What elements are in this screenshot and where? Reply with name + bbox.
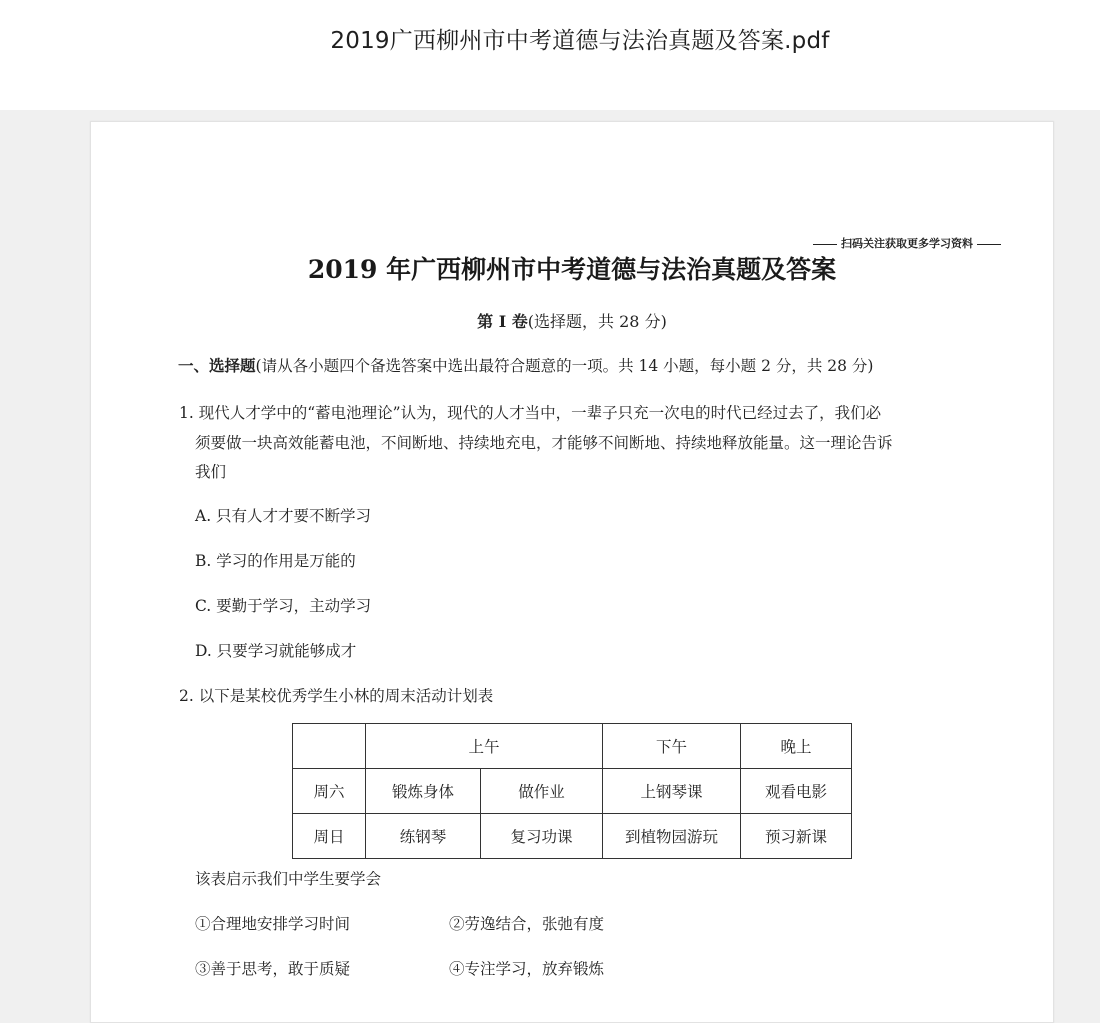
document-title: 2019 年广西柳州市中考道德与法治真题及答案 [307, 255, 837, 284]
table-cell: 复习功课 [481, 814, 603, 859]
table-cell: 锻炼身体 [366, 769, 481, 814]
volume-note: (选择题，共 28 分) [527, 312, 667, 331]
table-header-cell: 上午 [366, 724, 603, 769]
table-row [293, 814, 852, 859]
scan-note-text: 扫码关注获取更多学习资料 [841, 237, 973, 250]
q1-option-d: D. 只要学习就能够成才 [195, 642, 357, 660]
section-heading [178, 354, 873, 376]
table-cell: 预习新课 [741, 814, 852, 859]
table-cell: 上钢琴课 [603, 769, 741, 814]
table-header-cell [293, 724, 366, 769]
table-row [293, 769, 852, 814]
table-header-row [293, 724, 852, 769]
section-note: (请从各小题四个备选答案中选出最符合题意的一项。共 14 小题，每小题 2 分，共 28 分) [255, 357, 874, 375]
table-cell: 周六 [293, 769, 366, 814]
dash-right [977, 244, 1001, 245]
q2-item-2: ②劳逸结合，张弛有度 [449, 915, 605, 933]
volume-label: 第 I 卷 [477, 312, 528, 331]
viewer-header [0, 0, 1100, 110]
scan-note [809, 235, 1005, 251]
q2-item-1: ①合理地安排学习时间 [195, 915, 351, 933]
q1-line-2: 须要做一块高效能蓄电池，不间断地、持续地充电，才能够不间断地、持续地释放能量。这一理论告诉 [195, 434, 893, 452]
q2-item-4: ④专注学习，放弃锻炼 [449, 960, 605, 978]
dash-left [813, 244, 837, 245]
volume-heading [91, 309, 1053, 332]
q1-line-3: 我们 [195, 463, 227, 481]
q1-option-a: A. 只有人才才要不断学习 [195, 507, 372, 525]
q1-option-b: B. 学习的作用是万能的 [195, 552, 356, 570]
table-header-cell: 晚上 [741, 724, 852, 769]
q1-option-c: C. 要勤于学习，主动学习 [195, 597, 372, 615]
section-label: 一、选择题 [178, 356, 256, 375]
table-cell: 练钢琴 [366, 814, 481, 859]
q1-line-1: 1. 现代人才学中的“蓄电池理论”认为，现代的人才当中，一辈子只充一次电的时代已经过去了，我们必 [179, 404, 882, 422]
table-cell: 到植物园游玩 [603, 814, 741, 859]
q2-stem: 2. 以下是某校优秀学生小林的周末活动计划表 [179, 687, 494, 705]
table-cell: 做作业 [481, 769, 603, 814]
q2-item-3: ③善于思考，敢于质疑 [195, 960, 351, 978]
q2-prompt: 该表启示我们中学生要学会 [195, 870, 382, 888]
table-header-cell: 下午 [603, 724, 741, 769]
pdf-page [90, 121, 1054, 1023]
activity-plan-table [292, 723, 852, 859]
file-title: 2019广西柳州市中考道德与法治真题及答案.pdf [330, 28, 830, 54]
table-cell: 周日 [293, 814, 366, 859]
table-cell: 观看电影 [741, 769, 852, 814]
